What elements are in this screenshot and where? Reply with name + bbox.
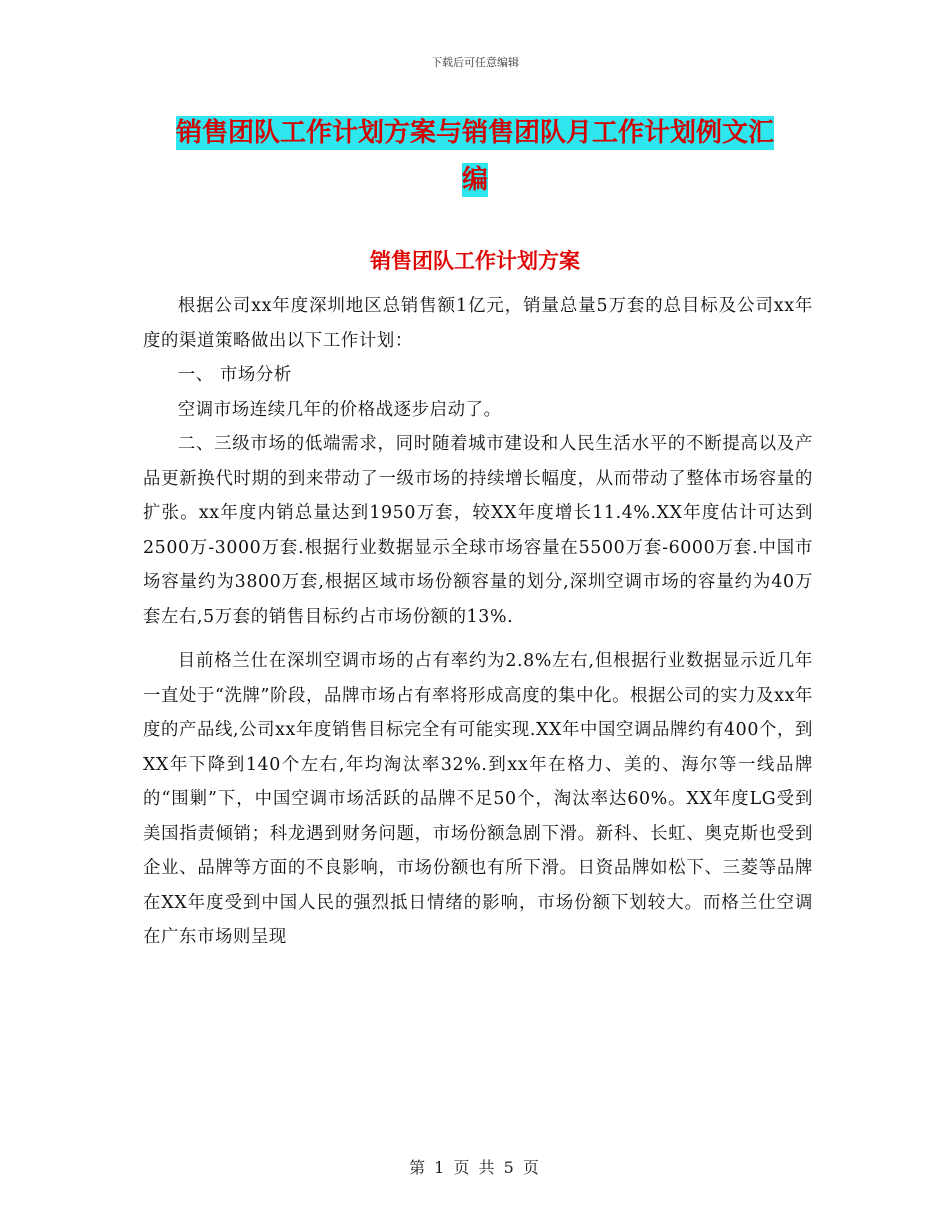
section-heading: 销售团队工作计划方案 <box>370 249 580 273</box>
document-title-line-1: 销售团队工作计划方案与销售团队月工作计划例文汇 <box>175 118 774 148</box>
paragraph-market-share: 目前格兰仕在深圳空调市场的占有率约为2.8%左右,但根据行业数据显示近几年一直处于“洗牌”阶段，品牌市场占有率将形成高度的集中化。根据公司的实力及xx年度的产品线,公司xx年度销售目标完全有可能实现.XX年中国空调品牌约有400个，到XX年下降到140个左右,年均淘汰率32%.到xx年在格力、美的、海尔等一线品牌的“围剿”下，中国空调市场活跃的品牌不足50个，淘汰率达60%。XX年度LG受到美国指责倾销；科龙遇到财务问题，市场份额急剧下滑。新科、长虹、奥克斯也受到企业、品牌等方面的不良影响，市场份额也有所下滑。日资品牌如松下、三菱等品牌在XX年度受到中国人民的强烈抵日情绪的影响，市场份额下划较大。而格兰仕空调在广东市场则呈现 <box>143 651 813 947</box>
document-title <box>145 110 805 204</box>
body-text <box>143 289 813 955</box>
paragraph-price-war: 空调市场连续几年的价格战逐步启动了。 <box>177 399 502 420</box>
paragraph-market-analysis-heading: 一、 市场分析 <box>177 365 292 385</box>
paragraph-market-demand: 二、三级市场的低端需求，同时随着城市建设和人民生活水平的不断提高以及产品更新换代时期的到来带动了一级市场的持续增长幅度，从而带动了整体市场容量的扩张。xx年度内销总量达到1950万套，较XX年度增长11.4%.XX年度估计可达到2500万-3000万套.根据行业数据显示全球市场容量在5500万套-6000万套.中国市场容量约为3800万套,根据区域市场份额容量的划分,深圳空调市场的容量约为40万套左右,5万套的销售目标约占市场份额的13%. <box>143 434 813 627</box>
document-title-line-2: 编 <box>461 165 488 195</box>
paragraph-intro: 根据公司xx年度深圳地区总销售额1亿元，销量总量5万套的总目标及公司xx年度的渠道策略做出以下工作计划： <box>143 296 813 351</box>
page-number-footer: 第 1 页 共 5 页 <box>409 1158 541 1177</box>
page-header-note: 下载后可任意编辑 <box>431 56 519 69</box>
